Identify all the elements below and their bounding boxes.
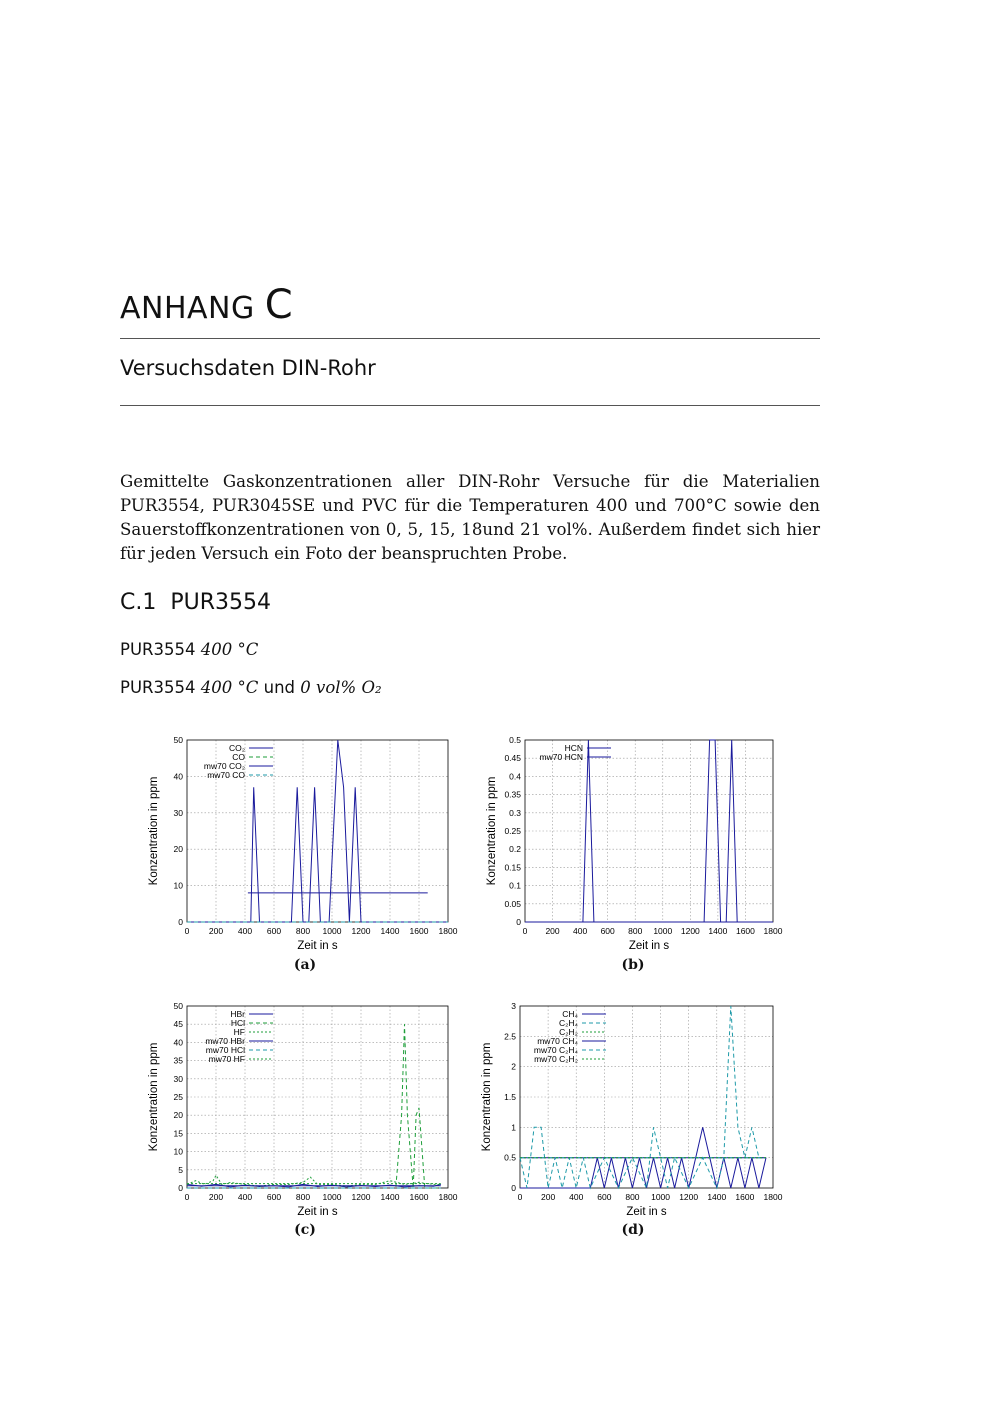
chart-a-xtick-label: 1200 — [351, 926, 371, 936]
chart-b-ytick-label: 0.4 — [509, 771, 521, 782]
chart-d-legend-label: mw70 CH₄ — [537, 1036, 578, 1046]
chart-c-ytick-label: 35 — [173, 1055, 183, 1066]
chart-a-xtick-label: 1600 — [409, 926, 429, 936]
chart-c-legend-label: HF — [233, 1027, 245, 1037]
chart-d-ytick-label: 0.5 — [504, 1152, 516, 1163]
chart-d-legend-label: CH₄ — [562, 1009, 578, 1019]
chart-c-legend-label: mw70 HBr — [205, 1036, 245, 1046]
chart-b-xlabel: Zeit in s — [628, 940, 670, 952]
chart-b-ytick-label: 0 — [516, 917, 521, 927]
chart-a-ytick-label: 20 — [173, 844, 183, 855]
chart-a-xtick-label: 0 — [184, 926, 190, 936]
chart-d-ytick-label: 1.5 — [504, 1092, 516, 1102]
chart-a-legend-label: CO — [232, 752, 245, 762]
chart-c-xtick-label: 1800 — [438, 1192, 458, 1202]
subsubsection-und: und — [263, 678, 295, 697]
caption-a: (a) — [293, 957, 317, 973]
chart-b-ytick-label: 0.5 — [509, 735, 521, 745]
chart-a-ytick-label: 50 — [173, 735, 183, 745]
chapter-letter: C — [264, 282, 294, 328]
chart-c-series-2 — [187, 1175, 441, 1186]
chart-a-ytick-label: 40 — [173, 771, 183, 782]
section-heading — [120, 590, 271, 615]
chart-d-xtick-label: 1800 — [763, 1192, 783, 1202]
chart-d-xtick-label: 200 — [541, 1192, 556, 1202]
chart-c-ytick-label: 45 — [173, 1019, 183, 1030]
chart-c-xtick-label: 1400 — [380, 1192, 400, 1202]
chart-d-xtick-label: 1400 — [707, 1192, 727, 1202]
chart-b-xtick-label: 0 — [522, 926, 528, 936]
chapter-label — [120, 282, 293, 328]
chart-d-xtick-label: 600 — [597, 1192, 612, 1202]
subsubsection-oxygen: 0 vol% O₂ — [300, 678, 382, 697]
chart-c-ytick-label: 15 — [173, 1128, 183, 1139]
chart-d-xtick-label: 400 — [569, 1192, 584, 1202]
chart-d-xlabel: Zeit in s — [626, 1206, 667, 1218]
chart-d-legend-label: mw70 C₂H₄ — [533, 1045, 578, 1055]
chart-d-xtick-label: 0 — [517, 1192, 523, 1202]
chart-b-ylabel: Konzentration in ppm — [486, 776, 498, 886]
chart-a-xlabel: Zeit in s — [297, 940, 338, 952]
caption-d: (d) — [621, 1222, 645, 1238]
chart-c-legend-label: HCl — [230, 1018, 245, 1028]
chart-c-ytick-label: 40 — [173, 1037, 183, 1048]
caption-c: (c) — [294, 1222, 316, 1238]
chart-a-legend-label: CO₂ — [228, 743, 245, 753]
chart-b-ytick-label: 0.1 — [509, 880, 521, 891]
subsubsection-temp: 400 °C — [200, 678, 259, 697]
chart-c-ytick-label: 25 — [173, 1092, 183, 1102]
caption-b: (b) — [621, 957, 645, 973]
chart-c-xtick-label: 200 — [208, 1192, 224, 1202]
chart-a-xtick-label: 400 — [237, 926, 253, 936]
subsubsection-prefix: PUR3554 — [120, 678, 196, 697]
chart-b-xtick-label: 1200 — [680, 926, 700, 936]
section-title: PUR3554 — [170, 590, 272, 615]
intro-paragraph: Gemittelte Gaskonzentrationen aller DIN-Rohr Versuche für die Materialien PUR3554, PUR3045SE und PVC für die Temperaturen 400 und 700°C sowie den Sauerstoffkonzentrationen von 0, 5, 15, 18und 21 vol%. Außerdem findet sich hier für jeden Versuch ein Foto der beanspruchten Probe. — [120, 472, 820, 563]
chart-b-xtick-label: 1600 — [735, 926, 755, 936]
chart-b-xtick-label: 1000 — [653, 926, 673, 936]
chart-c-legend-label: HBr — [230, 1009, 245, 1019]
chart-c — [145, 1000, 465, 1220]
chart-d-xtick-label: 1600 — [735, 1192, 755, 1202]
chart-a-xtick-label: 1400 — [380, 926, 400, 936]
chapter-bottom-rule — [120, 405, 820, 406]
chart-d-legend-label: mw70 C₂H₂ — [534, 1054, 578, 1064]
chart-a-ytick-label: 30 — [173, 807, 183, 818]
chapter-prefix: ANHANG — [120, 291, 255, 326]
chart-a — [145, 735, 465, 955]
chart-b — [475, 735, 795, 955]
chart-c-xtick-label: 600 — [266, 1192, 282, 1202]
chart-c-legend-label: mw70 HF — [208, 1054, 245, 1064]
chart-c-ytick-label: 10 — [173, 1146, 183, 1157]
chart-a-xtick-label: 600 — [266, 926, 282, 936]
chart-c-xtick-label: 400 — [237, 1192, 253, 1202]
chart-d-legend-label: C₂H₄ — [558, 1018, 578, 1028]
chart-a-xtick-label: 1800 — [438, 926, 458, 936]
chart-d — [475, 1000, 795, 1220]
chart-b-ytick-label: 0.05 — [504, 898, 521, 909]
subsection-heading — [120, 640, 258, 659]
chart-c-xtick-label: 800 — [295, 1192, 311, 1202]
chart-a-svg — [145, 735, 465, 955]
chart-c-ylabel: Konzentration in ppm — [148, 1042, 160, 1152]
chart-b-legend-label: HCN — [564, 743, 583, 753]
chapter-top-rule — [120, 338, 820, 339]
chart-a-ytick-label: 0 — [178, 917, 183, 927]
chart-a-xtick-label: 200 — [208, 926, 224, 936]
chart-b-xtick-label: 1400 — [708, 926, 728, 936]
chart-b-xtick-label: 400 — [573, 926, 588, 936]
chart-d-svg — [475, 1000, 795, 1220]
chapter-title: Versuchsdaten DIN-Rohr — [120, 356, 376, 380]
subsection-prefix: PUR3554 — [120, 640, 196, 659]
chart-c-ytick-label: 20 — [173, 1110, 183, 1121]
chart-b-xtick-label: 800 — [628, 926, 643, 936]
chart-d-ytick-label: 2 — [511, 1061, 516, 1072]
chart-b-ytick-label: 0.45 — [504, 753, 521, 764]
chart-a-xtick-label: 800 — [295, 926, 311, 936]
chart-a-ytick-label: 10 — [173, 880, 183, 891]
chart-c-ytick-label: 30 — [173, 1073, 183, 1084]
chart-b-ytick-label: 0.15 — [504, 862, 521, 873]
chart-b-ytick-label: 0.2 — [509, 844, 521, 855]
chart-b-legend-label: mw70 HCN — [539, 752, 583, 762]
chart-a-ylabel: Konzentration in ppm — [148, 776, 160, 886]
chart-a-legend-label: mw70 CO — [207, 770, 245, 780]
chart-c-svg — [145, 1000, 465, 1220]
chart-c-xtick-label: 0 — [184, 1192, 190, 1202]
chart-d-legend-label: C₂H₂ — [559, 1027, 578, 1037]
chart-b-xtick-label: 600 — [600, 926, 615, 936]
chart-b-ytick-label: 0.35 — [504, 789, 521, 800]
subsubsection-heading — [120, 678, 382, 697]
chart-c-ytick-label: 50 — [173, 1001, 183, 1011]
chart-b-svg — [475, 735, 795, 955]
chart-d-ytick-label: 2.5 — [504, 1031, 516, 1042]
subsection-temp: 400 °C — [200, 640, 259, 659]
chart-a-legend-label: mw70 CO₂ — [203, 761, 245, 771]
chart-d-xtick-label: 1000 — [651, 1192, 671, 1202]
chart-c-xlabel: Zeit in s — [297, 1206, 338, 1218]
chart-c-xtick-label: 1600 — [409, 1192, 429, 1202]
chart-d-ylabel: Konzentration in ppm — [481, 1042, 493, 1152]
chart-d-xtick-label: 800 — [625, 1192, 640, 1202]
chart-d-ytick-label: 1 — [511, 1122, 516, 1133]
chart-d-ytick-label: 3 — [511, 1001, 516, 1011]
chart-c-ytick-label: 0 — [178, 1183, 183, 1193]
chart-d-ytick-label: 0 — [511, 1183, 516, 1193]
chart-b-xtick-label: 200 — [545, 926, 560, 936]
chart-a-xtick-label: 1000 — [322, 926, 342, 936]
chart-b-ytick-label: 0.3 — [509, 807, 521, 818]
chart-c-xtick-label: 1200 — [351, 1192, 371, 1202]
chart-c-ytick-label: 5 — [178, 1164, 183, 1175]
chart-b-ytick-label: 0.25 — [504, 826, 521, 836]
chart-c-legend-label: mw70 HCl — [205, 1045, 245, 1055]
chart-b-xtick-label: 1800 — [763, 926, 783, 936]
section-number: C.1 — [120, 590, 157, 615]
chart-d-xtick-label: 1200 — [679, 1192, 699, 1202]
chart-c-xtick-label: 1000 — [322, 1192, 342, 1202]
